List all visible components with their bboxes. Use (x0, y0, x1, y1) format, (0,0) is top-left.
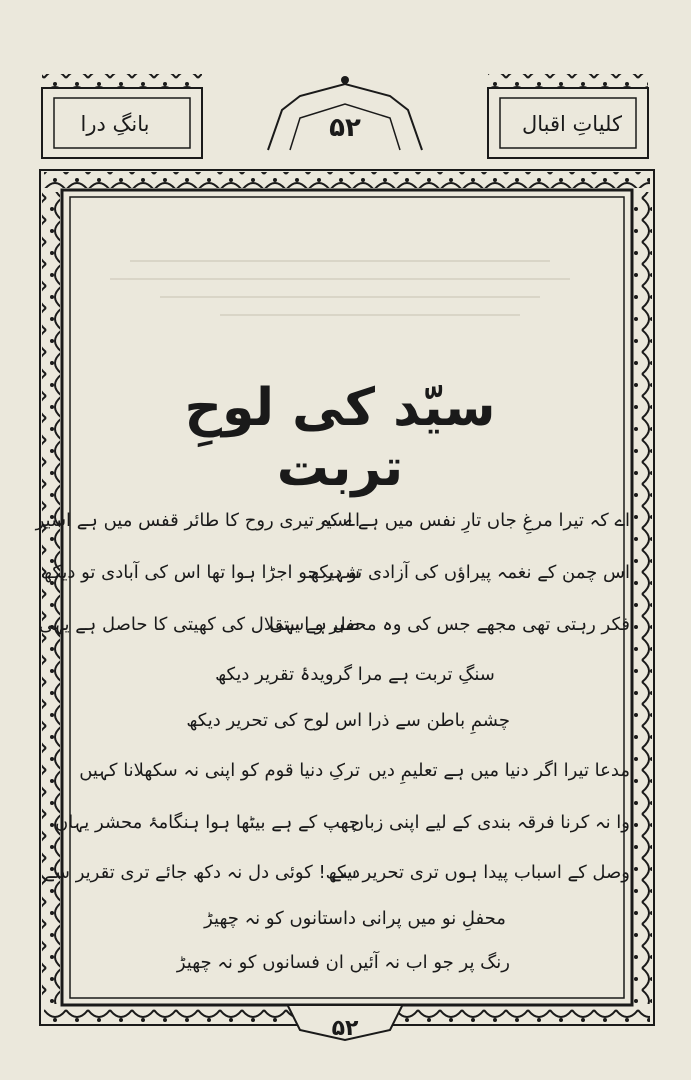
verse-left: صبر و استقلال کی کھیتی کا حاصل ہے یہی (38, 614, 360, 635)
verse-center: رنگ پر جو اب نہ آئیں ان فسانوں کو نہ چھیڑ (176, 952, 510, 973)
verse-right: مدعا تیرا اگر دنیا میں ہے تعلیمِ دیں (368, 760, 630, 781)
verse-left: دیکھ! کوئی دل نہ دکھ جائے تری تقریر سے (44, 862, 360, 883)
verse-center: محفلِ نو میں پرانی داستانوں کو نہ چھیڑ (204, 908, 506, 929)
bleed-through (100, 250, 600, 350)
verse-right: وا نہ کرنا فرقہ بندی کے لیے اپنی زباں (350, 812, 630, 833)
verse-right: اس چمن کے نغمہ پیراؤں کی آزادی تو دیکھ (307, 562, 630, 583)
verse-left: چھپ کے ہے بیٹھا ہوا ہنگامۂ محشر یہاں (55, 812, 360, 833)
section-title: بانگِ درا (80, 112, 150, 136)
verse-right: اے کہ تیرا مرغِ جاں تارِ نفس میں ہے اسیر (316, 510, 630, 531)
verse-center: چشمِ باطن سے ذرا اس لوح کی تحریر دیکھ (186, 710, 510, 731)
verse-right: وصل کے اسباب پیدا ہوں تری تحریر سے (331, 862, 630, 883)
verse-center: سنگِ تربت ہے مرا گرویدۂ تقریر دیکھ (215, 664, 495, 685)
verse-left: اے کہ تیری روح کا طائر قفس میں ہے اسیر (35, 510, 360, 531)
poem-title: سیّد کی لوحِ تربت (184, 378, 496, 498)
verse-left: شہر جو اجڑا ہوا تھا اس کی آبادی تو دیکھ (41, 562, 360, 583)
page-number-header: ۵۲ (329, 113, 361, 143)
page-number-footer: ۵۲ (331, 1016, 359, 1041)
verse-left: ترکِ دنیا قوم کو اپنی نہ سکھلانا کہیں (79, 760, 360, 781)
book-title: کلیاتِ اقبال (522, 112, 622, 136)
verse-right: فکر رہتی تھی مجھے جس کی وہ محفل ہے یہی (269, 614, 630, 635)
